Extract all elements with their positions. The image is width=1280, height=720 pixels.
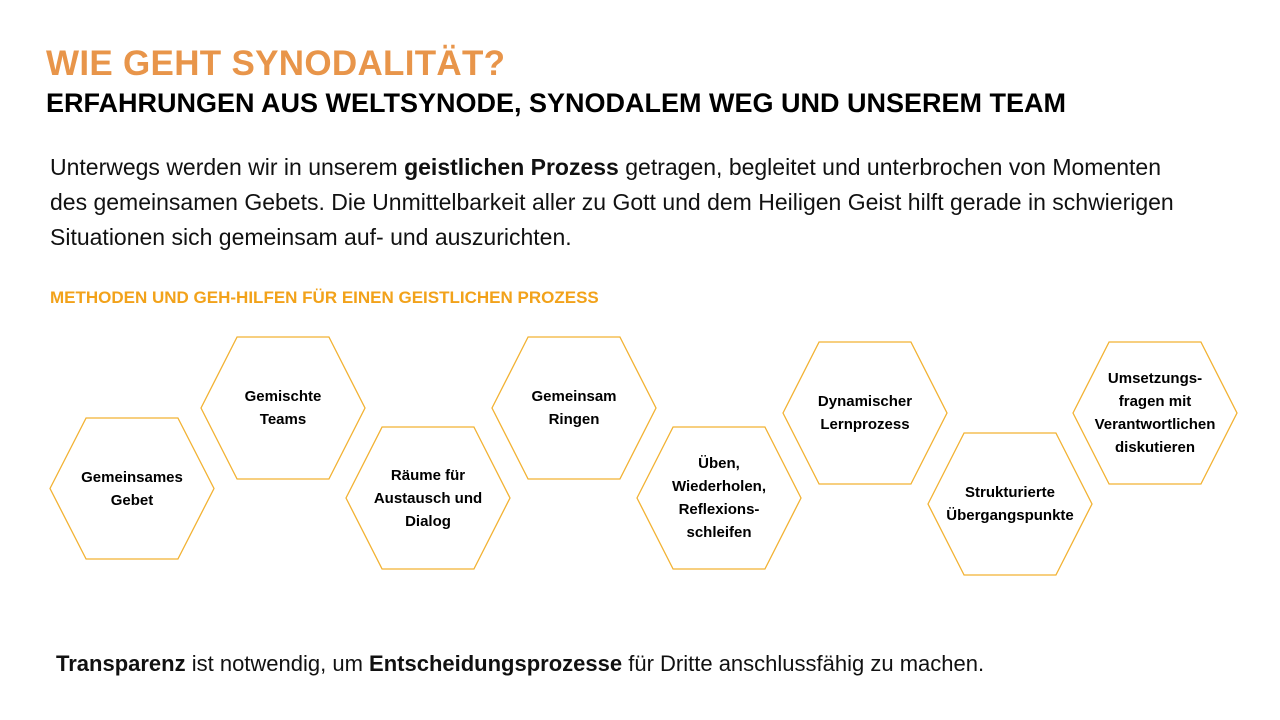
method-label-line: Austausch und [373,489,483,507]
method-label-gemeinsames-gebet [62,466,202,512]
method-label-line: Dynamischer [817,393,913,410]
method-label-line: Verantwortlichen [1094,416,1216,433]
method-label-line: diskutieren [1114,439,1196,456]
method-label-gemischte-teams [213,385,353,431]
page-subtitle: ERFAHRUNGEN AUS WELTSYNODE, SYNODALEM WEG UND UNSEREM TEAM [46,88,1067,118]
intro-text-1: Unterwegs werden wir in unserem [50,154,405,180]
footer-text-2: für Dritte anschlussfähig zu machen. [622,651,985,676]
method-label-dynamischer-lernprozess [795,390,935,436]
method-label-line: Umsetzungs- [1107,370,1203,387]
method-label-line: Ringen [548,411,600,428]
intro-bold-text: geistlichen Prozess [404,154,619,180]
method-label-gemeinsam-ringen [504,385,644,431]
footer-bold-2: Entscheidungsprozesse [369,651,623,676]
method-label-line: Gemeinsam [531,388,617,405]
method-label-line: Strukturierte [964,484,1056,501]
method-label-line: Lernprozess [820,416,910,433]
method-label-line: schleifen [686,524,752,541]
method-label-raeume-fuer-austausch [358,464,498,533]
intro-text-2: getragen, begleitet und unterbrochen von Momenten des gemeinsamen Gebets. Die Unmittelbarkeit aller zu Gott und dem Heiligen Geist hilft gerade in schwierigen Situationen sich gemeinsam auf- und auszurichten. [50,154,1174,250]
method-label-line: Teams [259,411,307,428]
method-label-strukturierte-uebergangspunkte [940,481,1080,527]
method-label-ueben-wiederholen [649,452,789,544]
page-title: WIE GEHT SYNODALITÄT? [46,44,506,83]
footer-text-1: ist notwendig, um [185,651,370,676]
method-label-line: Räume für [390,466,466,484]
method-label-line: fragen mit [1118,393,1192,410]
methods-heading: METHODEN UND GEH-HILFEN FÜR EINEN GEISTLICHEN PROZESS [50,288,599,307]
method-label-umsetzungsfragen [1085,367,1225,459]
method-label-line: Gemeinsames [81,468,183,486]
method-label-line: Übergangspunkte [946,507,1074,524]
method-label-line: Dialog [405,512,451,530]
method-label-line: Wiederholen, [671,478,767,495]
footer-statement [56,651,984,677]
footer-bold-1: Transparenz [56,651,186,676]
method-label-line: Reflexions- [678,501,760,518]
method-label-line: Gemischte [244,388,322,405]
method-label-line: Gebet [110,491,154,509]
method-label-line: Üben, [698,455,740,472]
